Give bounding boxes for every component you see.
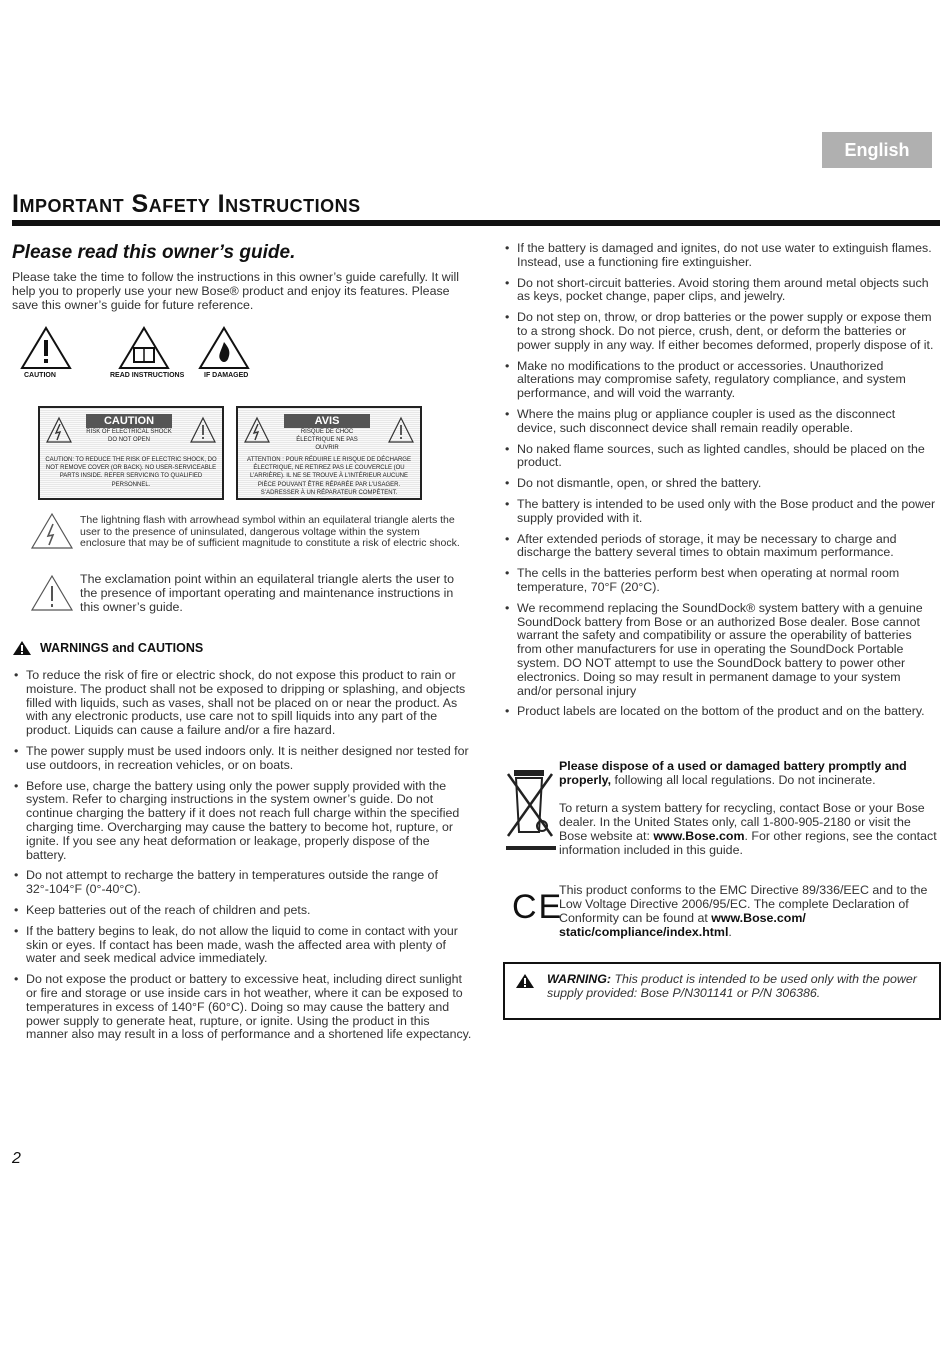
avis-label-subtext: RISQUE DE CHOC ÉLECTRIQUE NE PAS OUVRIR xyxy=(296,429,358,451)
bose-website-link[interactable]: www.Bose.com xyxy=(653,829,745,843)
avis-label-text: ATTENTION : POUR RÉDUIRE LE RISQUE DE DÉCHARGE ÉLECTRIQUE, NE RETIREZ PAS LE COUVERCLE (OU L’ARRIÈRE). IL NE SE TROUVE À L’INTÉRIEUR AUCUNE PIÈCE POUVANT ÊTRE RÉPARÉE PAR L’USAGER. S’ADRESSER À UN RÉPARATEUR COMPÉTENT. xyxy=(247,457,411,496)
caution-label-heading: CAUTION xyxy=(86,414,172,428)
list-item: • After extended periods of storage, it may be necessary to charge and discharge the battery several times to obtain maximum performance. xyxy=(503,533,937,561)
recycle-notice xyxy=(559,801,937,857)
damaged-symbol-label: IF DAMAGED xyxy=(204,372,249,379)
list-item: • The battery is intended to be used only with the Bose product and the power supply provided with it. xyxy=(503,498,937,526)
left-warning-list xyxy=(12,669,472,1049)
list-item: • Do not step on, throw, or drop batteries or the power supply or expose them to a strong shock. Do not pierce, crush, dent, or deform the batteries or power supply in any way. If either becomes deformed, properly dispose of it. xyxy=(503,311,937,352)
exclamation-icon xyxy=(190,416,216,444)
list-item: • No naked flame sources, such as lighted candles, should be placed on the product. xyxy=(503,443,937,471)
language-tab: English xyxy=(822,132,932,168)
intro-paragraph: Please take the time to follow the instructions in this owner’s guide carefully. It will help you to properly use your new Bose® product and enjoy its features. Please save this owner’s guide for future reference. xyxy=(12,270,459,313)
warning-icon xyxy=(515,973,535,989)
list-item: • To reduce the risk of fire or electric shock, do not expose this product to rain or moisture. The product shall not be exposed to dripping or splashing, and objects filled with liquids, such as vases, shall not be placed on or near the product. As with any electronic products, use care not to spill liquids into any part of the product. Liquids can cause a failure and/or a fire hazard. xyxy=(12,669,472,738)
recycle-text-b: . For other regions, see the contact information included in this guide. xyxy=(559,829,937,857)
list-item: • Where the mains plug or appliance coupler is used as the disconnect device, such disconnect device shall remain readily operable. xyxy=(503,408,937,436)
ce-compliance-text xyxy=(559,883,937,939)
list-item: • Do not short-circuit batteries. Avoid storing them around metal objects such as keys, pocket change, paper clips, and jewelry. xyxy=(503,277,937,305)
compliance-link[interactable]: www.Bose.com/ static/compliance/index.html xyxy=(559,911,806,939)
weee-bin-icon xyxy=(504,760,558,854)
avis-label-heading: AVIS xyxy=(284,414,370,428)
list-item: • The power supply must be used indoors only. It is neither designed nor tested for use outdoors, in recreation vehicles, or on boats. xyxy=(12,745,472,773)
title-rule xyxy=(12,220,940,226)
dispose-notice xyxy=(559,759,937,787)
page-title: Important Safety Instructions xyxy=(12,190,361,218)
lightning-triangle-icon xyxy=(30,512,74,550)
power-supply-warning xyxy=(547,972,931,1000)
list-item: • The cells in the batteries perform best when operating at normal room temperature, 70°F (20°C). xyxy=(503,567,937,595)
lightning-icon xyxy=(46,416,72,444)
caution-symbol-label: CAUTION xyxy=(24,372,56,379)
list-item: • Product labels are located on the bottom of the product and on the battery. xyxy=(503,705,937,719)
warning-icon xyxy=(12,640,32,656)
ce-text: This product conforms to the EMC Directive 89/336/EEC and to the Low Voltage Directive 2006/95/EC. The complete Declaration of Conformity can be found at xyxy=(559,883,928,925)
read-instructions-label: READ INSTRUCTIONS xyxy=(110,372,185,379)
list-item: • Before use, charge the battery using only the power supply provided with the system. Refer to charging instructions in the system owner’s guide. Do not continue charging the battery if it does not reach full charge within the specified charging time. Overcharging may cause the battery to become hot, rupture, or ignite. If you see any heat deformation or leakage, properly dispose of the battery. xyxy=(12,780,472,863)
caution-label-subtext: RISK OF ELECTRICAL SHOCK DO NOT OPEN xyxy=(86,429,172,443)
list-item: • We recommend replacing the SoundDock® system battery with a genuine SoundDock battery from Bose or an authorized Bose dealer. Bose cannot warrant the safety and compatibility or assure the operability of batteries from other manufacturers for use in operating the SoundDock Portable system. DO NOT attempt to use the SoundDock battery to power other electronics. Doing so may result in permanent damage to your system and/or personal injury xyxy=(503,602,937,699)
fire-hazard-icon xyxy=(198,326,250,370)
lightning-note: The lightning flash with arrowhead symbol within an equilateral triangle alerts the user to the presence of uninsulated, dangerous voltage within the system enclosure that may be of sufficient magnitude to constitute a risk of electric shock. xyxy=(80,514,460,549)
caution-label-fr xyxy=(236,406,422,500)
lightning-icon xyxy=(244,416,270,444)
caution-label-en xyxy=(38,406,224,500)
right-warning-list xyxy=(503,242,937,726)
ce-end: . xyxy=(728,925,732,939)
ce-mark: CE xyxy=(512,888,564,926)
list-item: • If the battery begins to leak, do not allow the liquid to come in contact with your skin or eyes. If contact has been made, wash the affected area with plenty of water and seek medical advice immediately. xyxy=(12,925,472,966)
dispose-rest: following all local regulations. Do not incinerate. xyxy=(611,773,876,787)
recycle-text-a: To return a system battery for recycling, contact Bose or your Bose dealer. In the United States only, call 1-800-905-2180 or visit the Bose website at: xyxy=(559,801,925,843)
exclamation-note: The exclamation point within an equilateral triangle alerts the user to the presence of important operating and maintenance instructions in this owner’s guide. xyxy=(80,572,454,614)
warnings-heading xyxy=(12,640,203,656)
power-supply-warning-box xyxy=(503,962,941,1020)
list-item: • Do not dismantle, open, or shred the battery. xyxy=(503,477,937,491)
list-item: • If the battery is damaged and ignites, do not use water to extinguish flames. Instead, use a functioning fire extinguisher. xyxy=(503,242,937,270)
exclamation-triangle-icon xyxy=(30,574,74,612)
exclamation-icon xyxy=(388,416,414,444)
section-subtitle: Please read this owner’s guide. xyxy=(12,242,296,263)
read-instructions-icon xyxy=(118,326,170,370)
caution-label-text: CAUTION: TO REDUCE THE RISK OF ELECTRIC SHOCK, DO NOT REMOVE COVER (OR BACK). NO USER-SERVICEABLE PARTS INSIDE. REFER SERVICING TO QUALIFIED PERSONNEL. xyxy=(45,457,217,488)
warning-text: This product is intended to be used only with the power supply provided: Bose P/N301141 or P/N 306386. xyxy=(547,972,917,1000)
dispose-bold: Please dispose of a used or damaged battery promptly and properly, xyxy=(559,759,907,787)
list-item: • Do not expose the product or battery to excessive heat, including direct sunlight or fire and storage or use inside cars in hot weather, where it can be exposed to temperatures in excess of 140°F (60°C). Doing so may cause the battery and power supply to generate heat, rupture, or ignite. Using the product in this manner also may result in a loss of performance and a shortened life expectancy. xyxy=(12,973,472,1042)
list-item: • Make no modifications to the product or accessories. Unauthorized alterations may compromise safety, regulatory compliance, and system performance, and will void the warranty. xyxy=(503,360,937,401)
list-item: • Keep batteries out of the reach of children and pets. xyxy=(12,904,472,918)
page-number: 2 xyxy=(12,1150,21,1167)
list-item: • Do not attempt to recharge the battery in temperatures outside the range of 32°-104°F (0°-40°C). xyxy=(12,869,472,897)
warning-label: WARNING: xyxy=(547,972,612,986)
caution-exclamation-icon xyxy=(20,326,72,370)
warnings-heading-text: WARNINGS and CAUTIONS xyxy=(40,641,204,655)
